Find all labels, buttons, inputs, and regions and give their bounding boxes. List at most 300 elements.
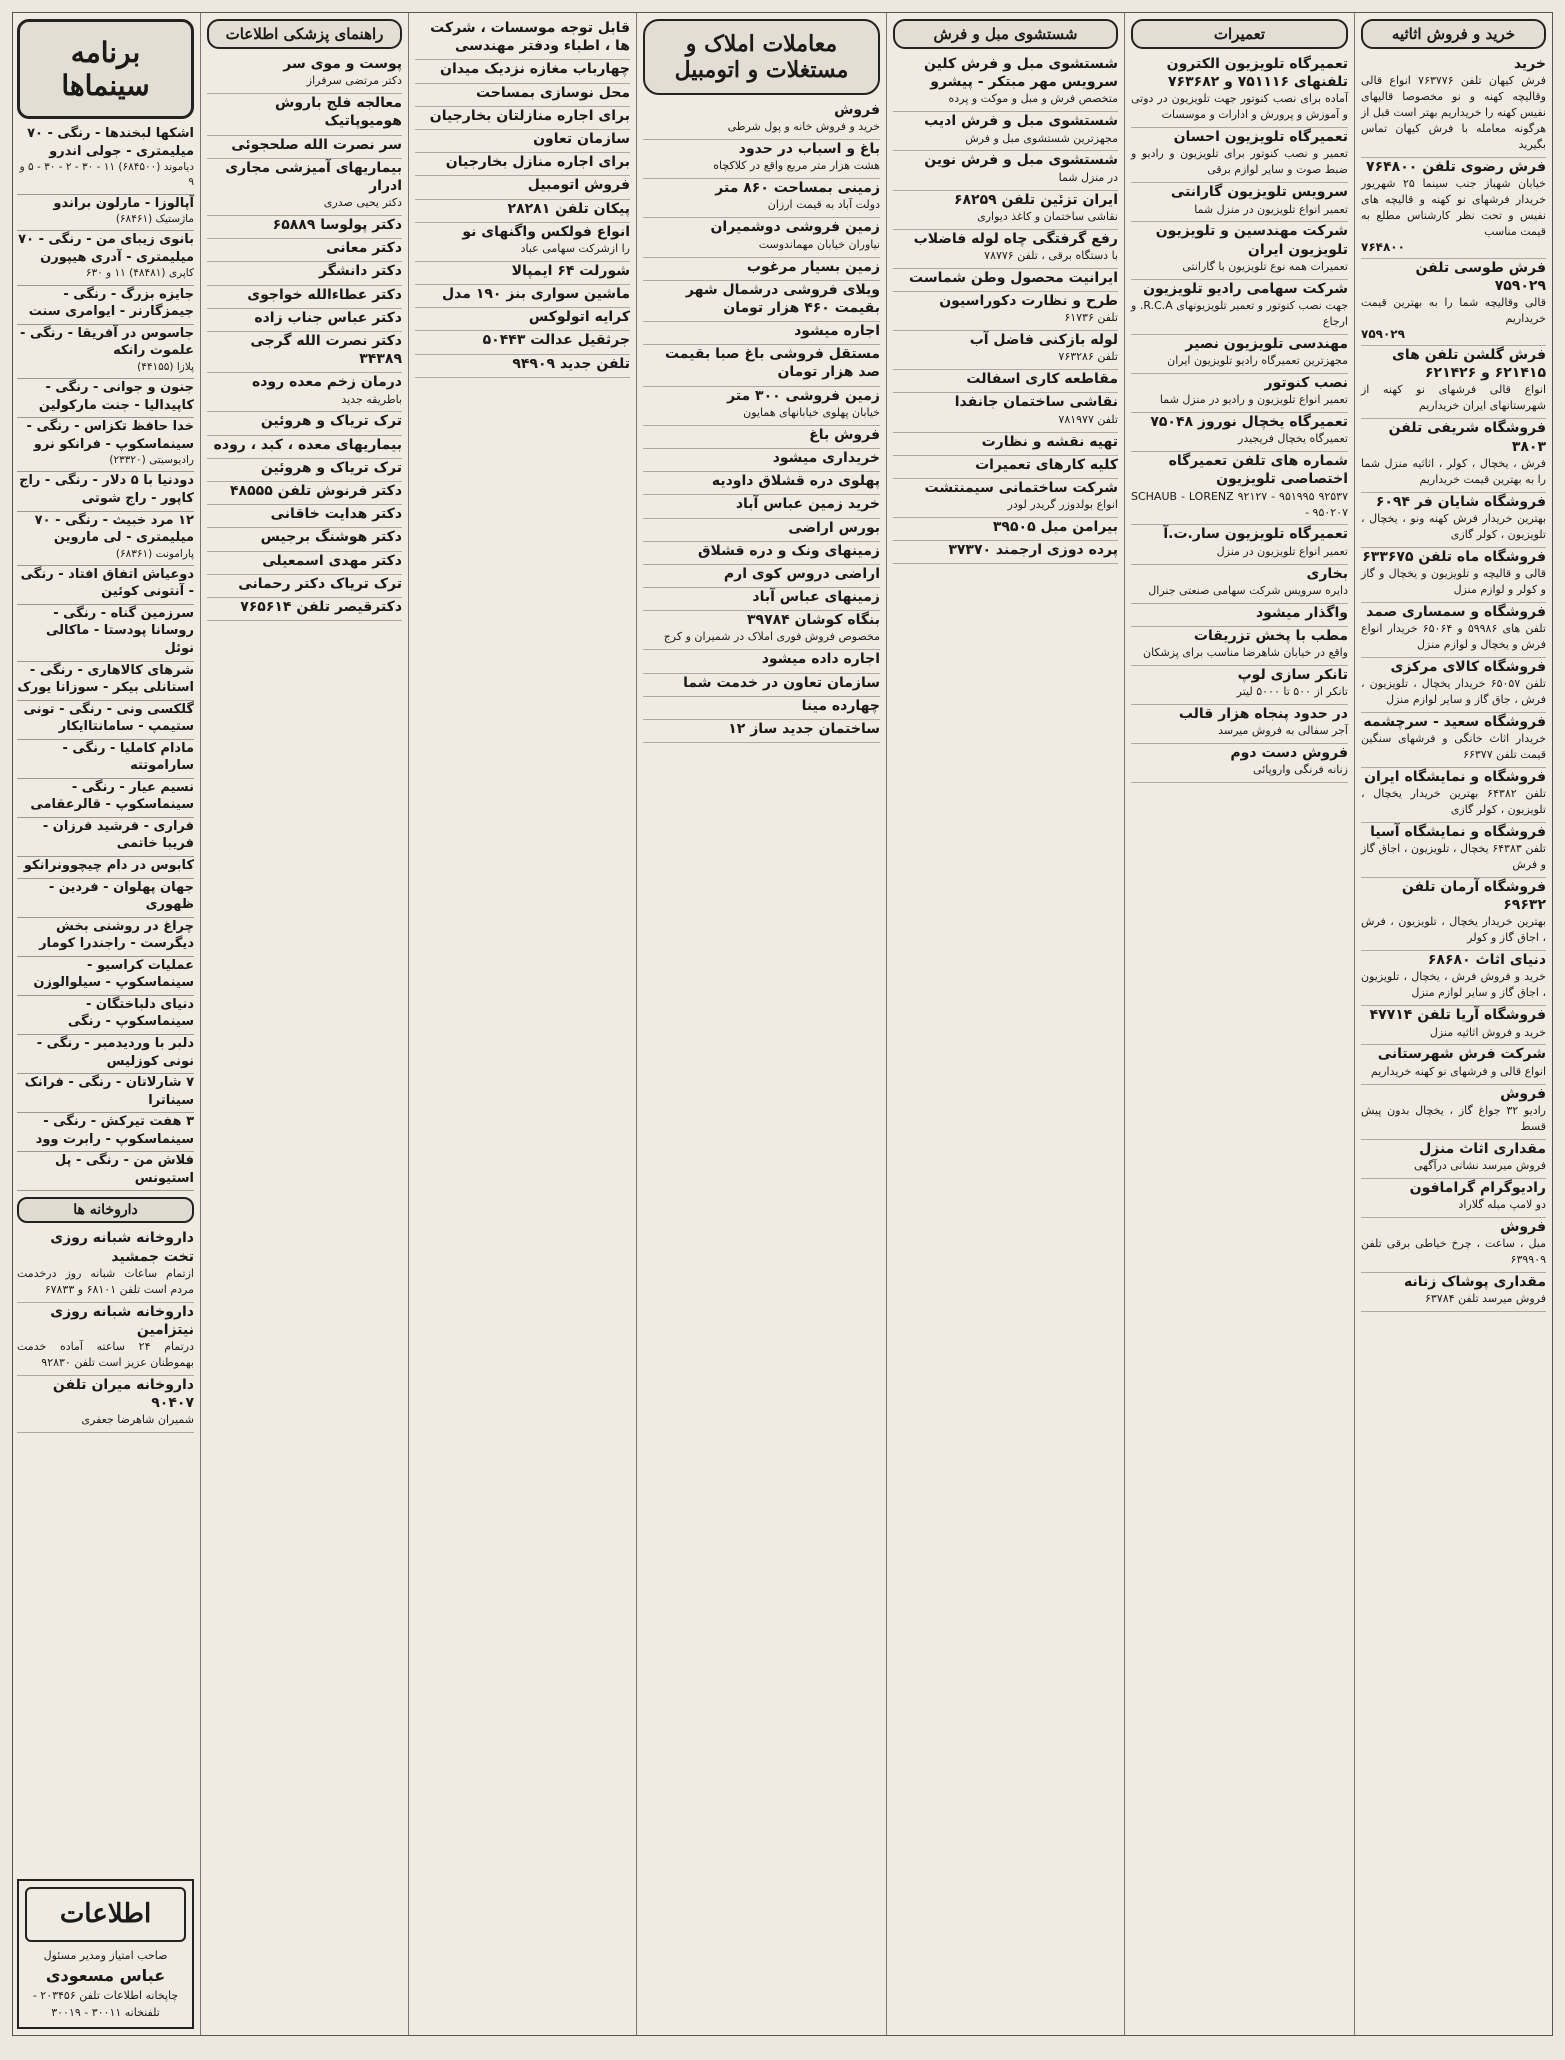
ad-title: فروشگاه ماه تلفن ۶۳۳۶۷۵ bbox=[1362, 548, 1546, 565]
classified-ad bbox=[1131, 744, 1348, 783]
ad-body: هشت هزار متر مربع واقع در کلاکچاه bbox=[713, 159, 880, 173]
ad-title: پهلوی دره قشلاق داودیه bbox=[711, 473, 880, 490]
classified-ad bbox=[1361, 768, 1546, 823]
ad-title: بیماریهای آمیزشی مجاری ادرار bbox=[225, 159, 402, 194]
ad-title: ویلای فروشی درشمال شهر بقیمت ۴۶۰ هزار تومان bbox=[685, 281, 880, 316]
ad-title: شورلت ۶۴ ایمپالا bbox=[511, 262, 630, 279]
ad-body: مبل ، ساعت ، چرخ خیاطی برقی تلفن ۶۳۹۹۰۹ bbox=[1361, 1237, 1546, 1266]
classified-ad bbox=[893, 112, 1118, 151]
ad-body: تلفن ۷۸۱۹۷۷ bbox=[1058, 412, 1118, 426]
classified-ad bbox=[893, 479, 1118, 518]
film-title: خدا حافظ تکزاس - رنگی - سینماسکوپ - فرانکو نرو bbox=[26, 419, 194, 452]
section-head-cinema: برنامه سینماها bbox=[17, 19, 194, 119]
classified-ad bbox=[207, 309, 402, 332]
classified-ad bbox=[415, 153, 630, 176]
ad-body: انواع بولدوزر گریدر لودر bbox=[1007, 498, 1118, 512]
classified-ad bbox=[1361, 1140, 1546, 1179]
ad-body: خیابان شهباز جنب سینما ۲۵ شهریور خریدار فرشهای نو کهنه و قالیچه های نفیس و تحت نظر کارشناس مطلع به قیمت مناسب bbox=[1361, 177, 1546, 238]
furniture-ads bbox=[1361, 55, 1546, 1312]
classified-ad bbox=[1131, 413, 1348, 452]
ad-body: فرش کیهان تلفن ۷۶۳۷۷۶ انواع قالی وقالیچه کهنه و نو مخصوصا قالیهای نفیس کهنه را خریداریم بهتر است قبل از هرگونه معامله با فرش کیهان تماس بگیرید bbox=[1361, 74, 1546, 151]
ad-title: فرش رضوی تلفن ۷۶۴۸۰۰ bbox=[1366, 158, 1546, 175]
ad-body: فروش میرسد تلفن ۶۳۷۸۴ bbox=[1424, 1292, 1546, 1306]
ad-title: تلفن جدید ۹۴۹۰۹ bbox=[512, 355, 630, 372]
classified-ad bbox=[207, 239, 402, 262]
ad-title: دکتر عطاءالله خواجوی bbox=[247, 286, 402, 303]
ad-title: دکتر هوشنگ برجیس bbox=[260, 529, 402, 546]
ad-body: رادیو ۳۲ جواغ گاز ، یخچال بدون پیش قسط bbox=[1361, 1103, 1546, 1133]
classified-ad bbox=[415, 223, 630, 262]
classified-ad bbox=[643, 650, 880, 673]
ad-title: ساختمان جدید ساز ۱۲ bbox=[728, 720, 880, 737]
classified-ad bbox=[207, 482, 402, 505]
classified-ad bbox=[643, 140, 880, 179]
ad-title: اجاره میشود bbox=[794, 323, 880, 340]
film-listing bbox=[17, 325, 194, 379]
pharmacy-item bbox=[17, 1376, 194, 1433]
classified-ad bbox=[1131, 183, 1348, 222]
ad-title: دکتر پولوسا ۶۵۸۸۹ bbox=[272, 217, 402, 233]
ad-body: تلفن ۶۴۳۸۳ یخچال ، تلویزیون ، اجاق گاز و فرش bbox=[1361, 842, 1546, 872]
film-listing bbox=[17, 957, 194, 996]
ad-title: فروشگاه شایان فر ۶۰۹۴ bbox=[1375, 493, 1546, 510]
classified-ad bbox=[207, 412, 402, 435]
film-title: چراغ در روشنی بخش دیگرست - راجندرا کومار bbox=[39, 918, 194, 952]
ad-body: خیابان پهلوی خیابانهای همایون bbox=[743, 405, 880, 419]
classified-ad bbox=[207, 94, 402, 135]
section-head-repairs: تعمیرات bbox=[1131, 19, 1348, 49]
classified-ad bbox=[643, 345, 880, 386]
classified-ad bbox=[643, 218, 880, 257]
classified-ad bbox=[1361, 603, 1546, 658]
column-repairs bbox=[1124, 13, 1354, 2035]
classified-ad bbox=[643, 426, 880, 449]
ad-title: مستقل فروشی باغ صبا بقیمت صد هزار تومان bbox=[664, 346, 880, 381]
ad-title: فروشگاه آریا تلفن ۴۷۷۱۴ bbox=[1369, 1007, 1546, 1024]
classified-ad bbox=[207, 55, 402, 94]
film-listing bbox=[17, 662, 194, 701]
film-title: عملیات کراسیو - سینماسکوپ - سیلوالوزن bbox=[33, 957, 194, 991]
ad-title: ماشین سواری بنز ۱۹۰ مدل bbox=[442, 286, 630, 302]
ad-body: جهت نصب کنوتور و تعمیر تلویزیونهای R.C.A. و ارجاع bbox=[1131, 298, 1348, 328]
classified-ad bbox=[1131, 374, 1348, 413]
ad-title: تهیه نقشه و نظارت bbox=[981, 433, 1118, 450]
ad-title: نصب کنوتور bbox=[1264, 374, 1348, 391]
film-title: شرهای کالاهاری - رنگی - استانلی بیکر - سوزانا یورک bbox=[17, 662, 194, 696]
classified-ad bbox=[893, 331, 1118, 370]
classified-ad bbox=[643, 281, 880, 322]
classified-ad bbox=[415, 19, 630, 60]
ad-title: واگذار میشود bbox=[1255, 604, 1348, 621]
ad-body: مجهزترین تعمیرگاه رادیو تلویزیون ایران bbox=[1167, 354, 1348, 367]
ad-body: فروش میرسد نشانی درآگهی bbox=[1413, 1158, 1546, 1172]
film-title: بانوی زیبای من - رنگی - ۷۰ میلیمتری - آدری هیپورن bbox=[18, 232, 194, 265]
film-listing bbox=[17, 857, 194, 879]
classified-ad bbox=[643, 179, 880, 218]
classified-ad bbox=[207, 598, 402, 621]
ad-title: زمینی بمساحت ۸۶۰ متر bbox=[715, 180, 880, 197]
film-listing bbox=[17, 286, 194, 325]
ad-title: شستشوی مبل و فرش کلین سرویس مهر مبتکر - پیشرو bbox=[923, 56, 1118, 91]
section-head-furniture: خرید و فروش اثاثیه bbox=[1361, 19, 1546, 49]
ad-title: زمین فروشی ۳۰۰ متر bbox=[727, 387, 880, 404]
classified-ad bbox=[643, 519, 880, 542]
ad-body: تلفن ۷۶۳۲۸۶ bbox=[1058, 350, 1118, 364]
classified-ad bbox=[207, 505, 402, 528]
classified-ad bbox=[643, 611, 880, 650]
ad-body: خریدار اثاث خانگی و فرشهای سنگین قیمت تلفن ۶۶۳۷۷ bbox=[1361, 732, 1546, 761]
classified-ad bbox=[893, 151, 1118, 190]
publisher-label: صاحب امتیاز ومدیر مسئول bbox=[43, 1948, 168, 1962]
ad-body: تعمیر انواع تلویزیون در منزل bbox=[1216, 544, 1348, 558]
ad-title: دنیای اثاث ۶۸۶۸۰ bbox=[1427, 952, 1546, 969]
ad-title: تعمیرگاه تلویزیون سار.ت.آ bbox=[1163, 526, 1348, 543]
ad-title: پیکان تلفن ۲۸۲۸۱ bbox=[507, 200, 630, 217]
ad-title: زمین فروشی دوشمیران bbox=[710, 219, 880, 236]
film-title: سرزمین گناه - رنگی - روسانا پودستا - ماکالی نوئل bbox=[45, 605, 194, 657]
film-listing bbox=[17, 740, 194, 779]
classified-ad bbox=[415, 285, 630, 308]
ad-title: پرده دوزی ارجمند ۳۷۳۷۰ bbox=[948, 542, 1118, 559]
film-title: گلکسی ونی - رنگی - تونی ستیمپ - سامانتاایکار bbox=[23, 701, 194, 735]
classified-ad bbox=[1361, 878, 1546, 951]
ad-title: پوست و موی سر bbox=[283, 56, 402, 72]
ad-body: نقاشی ساختمان و کاغذ دیواری bbox=[977, 209, 1118, 223]
ad-phone: ۷۵۹۰۲۹ bbox=[1361, 327, 1405, 342]
ad-title: درمان زخم معده روده bbox=[251, 374, 402, 391]
ad-body: باطریقه جدید bbox=[341, 392, 402, 406]
ad-body: تعمیر انواع تلویزیون و رادیو در منزل شما bbox=[1159, 393, 1348, 407]
ad-title: اجاره داده میشود bbox=[761, 651, 880, 668]
film-title: جنون و جوانی - رنگی - کاپیدالیا - جنت مارکولین bbox=[38, 380, 194, 413]
ad-body: دایره سرویس شرکت سهامی صنعتی جنرال bbox=[1148, 583, 1348, 597]
ad-title: تعمیرگاه تلویزیون احسان bbox=[1173, 129, 1348, 146]
film-listing bbox=[17, 379, 194, 418]
ad-title: محل نوسازی بمساحت bbox=[475, 84, 630, 101]
film-listing bbox=[17, 1113, 194, 1152]
ad-title: فروش bbox=[1500, 1085, 1546, 1102]
pharmacy-item bbox=[17, 1303, 194, 1376]
ad-body: با دستگاه برقی ، تلفن ۷۸۷۷۶ bbox=[984, 248, 1118, 262]
ad-body: را ازشرکت سهامی عباد bbox=[520, 241, 630, 255]
ad-title: زمین بسیار مرغوب bbox=[746, 258, 880, 275]
film-title: فلاش من - رنگی - پل استیونس bbox=[54, 1153, 194, 1186]
pharmacy-head: داروخانه ها bbox=[17, 1197, 194, 1223]
film-showtimes: کاپری (۴۸۴۸۱) ۱۱ و ۶۳۰ bbox=[85, 267, 194, 280]
film-listing bbox=[17, 1035, 194, 1074]
ad-body: متخصص فرش و مبل و موکت و پرده bbox=[948, 92, 1118, 106]
classified-ad bbox=[1361, 493, 1546, 548]
classified-ad bbox=[1361, 548, 1546, 603]
classified-ad bbox=[893, 292, 1118, 331]
ad-title: سازمان تعاون bbox=[533, 130, 630, 147]
classified-ad bbox=[1361, 1045, 1546, 1084]
publisher-name: عباس مسعودی bbox=[45, 1966, 166, 1985]
classified-ad bbox=[893, 55, 1118, 112]
classified-ad bbox=[1361, 259, 1546, 346]
ad-title: دکتر مهدی اسمعیلی bbox=[262, 552, 402, 569]
ad-body: خرید و فروش خانه و پول شرطی bbox=[727, 120, 880, 134]
ad-body: مخصوص فروش فوری املاک در شمیران و کرج bbox=[663, 630, 880, 644]
classified-ad bbox=[643, 542, 880, 565]
film-title: دنیای دلباختگان - سینماسکوپ - رنگی bbox=[67, 996, 194, 1030]
film-showtimes: دیاموند (۶۸۴۵۰۰) ۱۱ - ۳۰ - ۲ - ۳۰ - ۵ و ۹ bbox=[19, 161, 194, 189]
ad-title: فروشگاه شریفی تلفن ۳۸۰۳ bbox=[1388, 420, 1546, 455]
classified-ad bbox=[415, 107, 630, 130]
classified-ad bbox=[415, 84, 630, 107]
ad-title: فروش bbox=[1500, 1218, 1546, 1235]
classified-ad bbox=[643, 588, 880, 611]
ad-title: زمینهای ونک و دره قشلاق bbox=[697, 542, 880, 559]
classified-ad bbox=[1361, 1085, 1546, 1140]
ad-title: دکتر عباس جناب زاده bbox=[254, 309, 402, 326]
ad-title: فروشگاه کالای مرکزی bbox=[1390, 658, 1546, 675]
film-listing bbox=[17, 918, 194, 957]
classified-ad bbox=[415, 176, 630, 199]
ad-body: زنانه فرنگی واروپائی bbox=[1253, 763, 1348, 777]
classified-ad bbox=[207, 552, 402, 575]
ad-title: مهندسی تلویزیون نصیر bbox=[1185, 335, 1348, 352]
classified-ad bbox=[1131, 525, 1348, 564]
ad-title: لوله بازکنی فاضل آب bbox=[969, 332, 1118, 349]
ad-title: کلیه کارهای تعمیرات bbox=[975, 456, 1118, 473]
film-showtimes: پلازا (۴۴۱۵۵) bbox=[137, 360, 194, 373]
classified-ad bbox=[893, 370, 1118, 393]
pharmacy-item bbox=[17, 1229, 194, 1302]
ad-body: قالی وقالیچه شما را به بهترین قیمت خریداریم bbox=[1361, 296, 1546, 326]
ad-title: فروش باغ bbox=[809, 426, 880, 443]
ad-body: خرید و فروش اثاثیه منزل bbox=[1429, 1025, 1546, 1039]
film-title: دودنیا با ۵ دلار - رنگی - راج کاپور - راج شوتی bbox=[19, 473, 194, 506]
ad-phone: ۷۶۴۸۰۰ bbox=[1361, 239, 1405, 254]
classified-ad bbox=[893, 456, 1118, 479]
film-title: نسیم عیار - رنگی - سینماسکوپ - قالرعقامی bbox=[30, 779, 194, 813]
classified-ad bbox=[1131, 280, 1348, 335]
ad-body: تلفن ۶۴۳۸۲ بهترین خریدار یخچال ، تلویزیون ، کولر گازی bbox=[1361, 787, 1547, 816]
ad-title: چهارباب مغازه نزدیک میدان bbox=[440, 61, 630, 78]
ad-body: آجر سفالی به فروش میرسد bbox=[1218, 724, 1348, 738]
column-cinema bbox=[11, 13, 200, 2035]
classified-ad bbox=[893, 230, 1118, 269]
film-listing bbox=[17, 512, 194, 566]
classified-ad bbox=[1131, 627, 1348, 666]
classified-ad bbox=[643, 101, 880, 140]
medical-ads bbox=[207, 55, 402, 621]
ad-title: طرح و نظارت دکوراسیون bbox=[939, 293, 1118, 309]
classified-ad bbox=[643, 565, 880, 588]
classified-ad bbox=[1361, 658, 1546, 713]
ad-title: خریداری میشود bbox=[772, 449, 880, 466]
classified-ad bbox=[1131, 222, 1348, 279]
masthead-footer bbox=[17, 1879, 194, 2030]
classified-ad bbox=[893, 541, 1118, 564]
ad-title: رادیوگرام گرامافون bbox=[1409, 1179, 1546, 1196]
ad-body: تلفن های ۵۹۹۸۶ و ۶۵۰۶۴ خریدار انواع فرش و یخچال و لوازم منزل bbox=[1361, 621, 1546, 651]
column-real-estate-2 bbox=[408, 13, 636, 2035]
film-showtimes: پارامونت (۶۸۳۶۱) bbox=[115, 547, 194, 560]
ad-body: دو لامپ مبله گلاراد bbox=[1458, 1197, 1546, 1211]
classified-ad bbox=[1131, 666, 1348, 705]
ad-title: جرثقیل عدالت ۵۰۴۴۳ bbox=[482, 332, 630, 349]
ad-body: بهترین خریدار یخچال ، تلویزیون ، فرش ، اجاق گاز و کولر bbox=[1361, 915, 1546, 945]
ad-title: اراضی دروس کوی ارم bbox=[723, 565, 880, 582]
classified-ad bbox=[207, 216, 402, 239]
ad-title: ترک تریاک و هروئین bbox=[260, 413, 402, 430]
ad-title: چهارده مینا bbox=[801, 697, 880, 714]
classified-ad bbox=[643, 258, 880, 281]
classified-ad bbox=[207, 575, 402, 598]
ad-title: بنگاه کوشان ۳۹۷۸۴ bbox=[746, 612, 880, 629]
film-title: جهان پهلوان - فردین - ظهوری bbox=[48, 879, 194, 913]
real-estate-ads-2 bbox=[415, 19, 630, 378]
newspaper-page bbox=[12, 12, 1553, 2036]
film-showtimes: ماژستیک (۶۸۴۶۱) bbox=[115, 213, 194, 226]
ad-title: نقاشی ساختمان جانفدا bbox=[954, 394, 1118, 411]
classified-ad bbox=[1361, 1179, 1546, 1218]
ad-title: انواع فولکس واگنهای نو bbox=[462, 223, 630, 240]
film-listing bbox=[17, 818, 194, 857]
ad-body: تعمیر انواع تلویزیون در منزل شما bbox=[1194, 202, 1348, 216]
ad-title: سازمان تعاون در خدمت شما bbox=[683, 674, 880, 691]
film-title: جایزه بزرگ - رنگی - جیمزگارنر - ایوامری سنت bbox=[28, 286, 194, 320]
classified-ad bbox=[893, 191, 1118, 230]
classified-ad bbox=[643, 472, 880, 495]
ad-title: فرش گلشن تلفن های ۶۲۱۴۱۵ و ۶۲۱۴۲۶ bbox=[1392, 347, 1546, 382]
ad-title: کرایه اتولوکس bbox=[528, 309, 630, 326]
ad-title: بخاری bbox=[1306, 565, 1348, 582]
pharmacy-title: داروخانه شبانه روزی نیتزامین bbox=[50, 1303, 194, 1338]
section-head-real-estate: معاملات املاک و مستغلات و اتومبیل bbox=[643, 19, 880, 95]
film-title: ۱۲ مرد خبیث - رنگی - ۷۰ میلیمتری - لی ماروین bbox=[34, 512, 194, 546]
classified-ad bbox=[1131, 565, 1348, 604]
pharmacy-body: درتمام ۲۴ ساعته آماده خدمت بهموطنان عزیز است تلفن ۹۲۸۳۰ bbox=[17, 1339, 194, 1369]
ad-title: شرکت مهندسین و تلویزیون تلویزیون ایران bbox=[1155, 223, 1348, 258]
ad-title: دکترقیصر تلفن ۷۶۵۶۱۴ bbox=[240, 598, 402, 615]
film-title: دلبر با وردیدمبر - رنگی - نونی کوزلیس bbox=[36, 1035, 194, 1069]
ad-body: SCHAUB - LORENZ ۹۲۱۲۷ - ۹۵۱۹۹۵ ۹۲۵۳۷ - ۹۵۰۲۰۷ bbox=[1131, 489, 1348, 519]
ad-body: نیاوران خیابان مهماندوست bbox=[758, 237, 880, 251]
ad-title: رفع گرفتگی چاه لوله فاضلاب bbox=[913, 230, 1118, 247]
ad-title: دکتر دانشگر bbox=[319, 263, 402, 280]
ad-body: تعمیرات همه نوع تلویزیون با گارانتی bbox=[1182, 259, 1348, 273]
film-listing bbox=[17, 231, 194, 285]
ad-body: بهترین خریدار فرش کهنه ونو ، یخچال ، تلویزیون ، کولر گازی bbox=[1361, 511, 1546, 541]
column-medical bbox=[200, 13, 408, 2035]
classified-ad bbox=[415, 308, 630, 331]
film-listing bbox=[17, 566, 194, 605]
ad-body: تلفن ۶۱۷۳۶ bbox=[1064, 311, 1118, 325]
column-furniture bbox=[1354, 13, 1552, 2035]
column-real-estate bbox=[636, 13, 886, 2035]
film-title: اشکها لبخندها - رنگی - ۷۰ میلیمتری - جولی اندرو bbox=[27, 126, 194, 159]
film-listing bbox=[17, 996, 194, 1035]
ad-title: برای اجاره منازل بخارجیان bbox=[445, 154, 630, 171]
classified-ad bbox=[1131, 452, 1348, 525]
ad-body: تانکر از ۵۰۰ تا ۵۰۰۰ لیتر bbox=[1236, 685, 1348, 699]
film-title: ۷ شارلاتان - رنگی - فرانک سیناترا bbox=[24, 1075, 194, 1108]
classified-ad bbox=[207, 528, 402, 551]
ad-title: فروشگاه آرمان تلفن ۶۹۶۳۲ bbox=[1401, 879, 1546, 914]
classified-ad bbox=[1361, 951, 1546, 1006]
column-carpet-wash bbox=[886, 13, 1124, 2035]
classified-ad bbox=[415, 60, 630, 83]
repairs-ads bbox=[1131, 55, 1348, 783]
ad-title: قابل توجه موسسات ، شرکت ها ، اطباء ودفتر مهندسی bbox=[430, 20, 630, 55]
ad-title: سر نصرت الله صلحجوئی bbox=[231, 136, 402, 153]
pharmacy-listings bbox=[17, 1229, 194, 1433]
classified-ad bbox=[643, 674, 880, 697]
carpet-ads bbox=[893, 55, 1118, 564]
classified-ad bbox=[415, 331, 630, 354]
ad-title: فروش bbox=[834, 102, 880, 118]
classified-ad bbox=[415, 130, 630, 153]
ad-title: ایران تزئین تلفن ۶۸۲۵۹ bbox=[953, 191, 1118, 208]
classified-ad bbox=[1361, 419, 1546, 492]
classified-ad bbox=[893, 269, 1118, 292]
classified-ad bbox=[893, 393, 1118, 432]
classified-ad bbox=[207, 459, 402, 482]
classified-ad bbox=[1361, 1273, 1546, 1312]
cinema-listings bbox=[17, 125, 194, 1191]
ad-title: فرش طوسی تلفن ۷۵۹۰۲۹ bbox=[1415, 259, 1546, 294]
ad-title: ایرانیت محصول وطن شماست bbox=[909, 269, 1118, 286]
classified-ad bbox=[1361, 346, 1546, 419]
film-listing bbox=[17, 195, 194, 232]
film-title: آپالوزا - مارلون براندو bbox=[53, 195, 194, 211]
classified-ad bbox=[643, 495, 880, 518]
classified-ad bbox=[643, 697, 880, 720]
classified-ad bbox=[893, 433, 1118, 456]
ad-body: تعمیرگاه یخچال فریجیدر bbox=[1238, 432, 1348, 446]
classified-ad bbox=[1361, 1006, 1546, 1045]
ad-title: بیماریهای معده ، کبد ، روده bbox=[213, 436, 402, 453]
ad-title: دکتر هدایت خاقانی bbox=[270, 506, 402, 523]
ad-title: شرکت فرش شهرستانی bbox=[1377, 1046, 1546, 1063]
ad-title: مقداری پوشاک زنانه bbox=[1404, 1273, 1546, 1290]
section-head-medical: راهنمای پزشکی اطلاعات bbox=[207, 19, 402, 49]
classified-ad bbox=[207, 332, 402, 373]
ad-body: دکتر مرتضی سرفراز bbox=[306, 74, 402, 88]
classified-ad bbox=[207, 286, 402, 309]
classified-ad bbox=[643, 449, 880, 472]
classified-ad bbox=[643, 387, 880, 426]
ad-title: شستشوی مبل و فرش ادیب bbox=[924, 113, 1118, 130]
ad-title: فروشگاه و سمساری صمد bbox=[1366, 603, 1546, 620]
ad-title: سرویس تلویزیون گارانتی bbox=[1170, 184, 1348, 201]
classified-ad bbox=[1361, 55, 1546, 158]
ad-body: دولت آباد به قیمت ارزان bbox=[767, 198, 880, 212]
ad-body: فرش ، یخچال ، کولر ، اثاثیه منزل شما را به بهترین قیمت خریداریم bbox=[1361, 456, 1546, 486]
ad-title: فروشگاه و نمایشگاه ایران bbox=[1364, 768, 1546, 785]
ad-title: مقداری اثاث منزل bbox=[1419, 1140, 1546, 1157]
pharmacy-title: داروخانه میران تلفن ۹۰۴۰۷ bbox=[52, 1376, 194, 1412]
ad-title: خرید bbox=[1513, 56, 1546, 72]
ad-title: دکتر نصرت الله گرجی ۳۴۳۸۹ bbox=[250, 332, 402, 368]
ad-title: شماره های تلفن تعمیرگاه اختصاصی تلویزیون bbox=[1168, 453, 1348, 488]
classified-ad bbox=[1361, 158, 1546, 259]
film-listing bbox=[17, 1074, 194, 1113]
classified-ad bbox=[207, 262, 402, 285]
film-listing bbox=[17, 1152, 194, 1191]
classified-ad bbox=[1131, 705, 1348, 744]
ad-body: تلفن ۶۵۰۵۷ خریدار یخچال ، تلویزیون ، فرش ، جاق گاز و سایر لوازم منزل bbox=[1361, 676, 1546, 706]
ad-body: قالی و قالیچه و تلویزیون و یخچال و گاز و کولر و لوازم منزل bbox=[1361, 566, 1546, 596]
ad-title: در حدود پنجاه هزار قالب bbox=[1178, 706, 1348, 723]
ad-title: ترک تریاک و هروئین bbox=[260, 459, 402, 476]
classified-ad bbox=[207, 436, 402, 459]
ad-title: ترک تریاک دکتر رحمانی bbox=[238, 575, 402, 592]
ad-title: معالجه فلج باروش هومیوپاتیک bbox=[275, 95, 402, 130]
